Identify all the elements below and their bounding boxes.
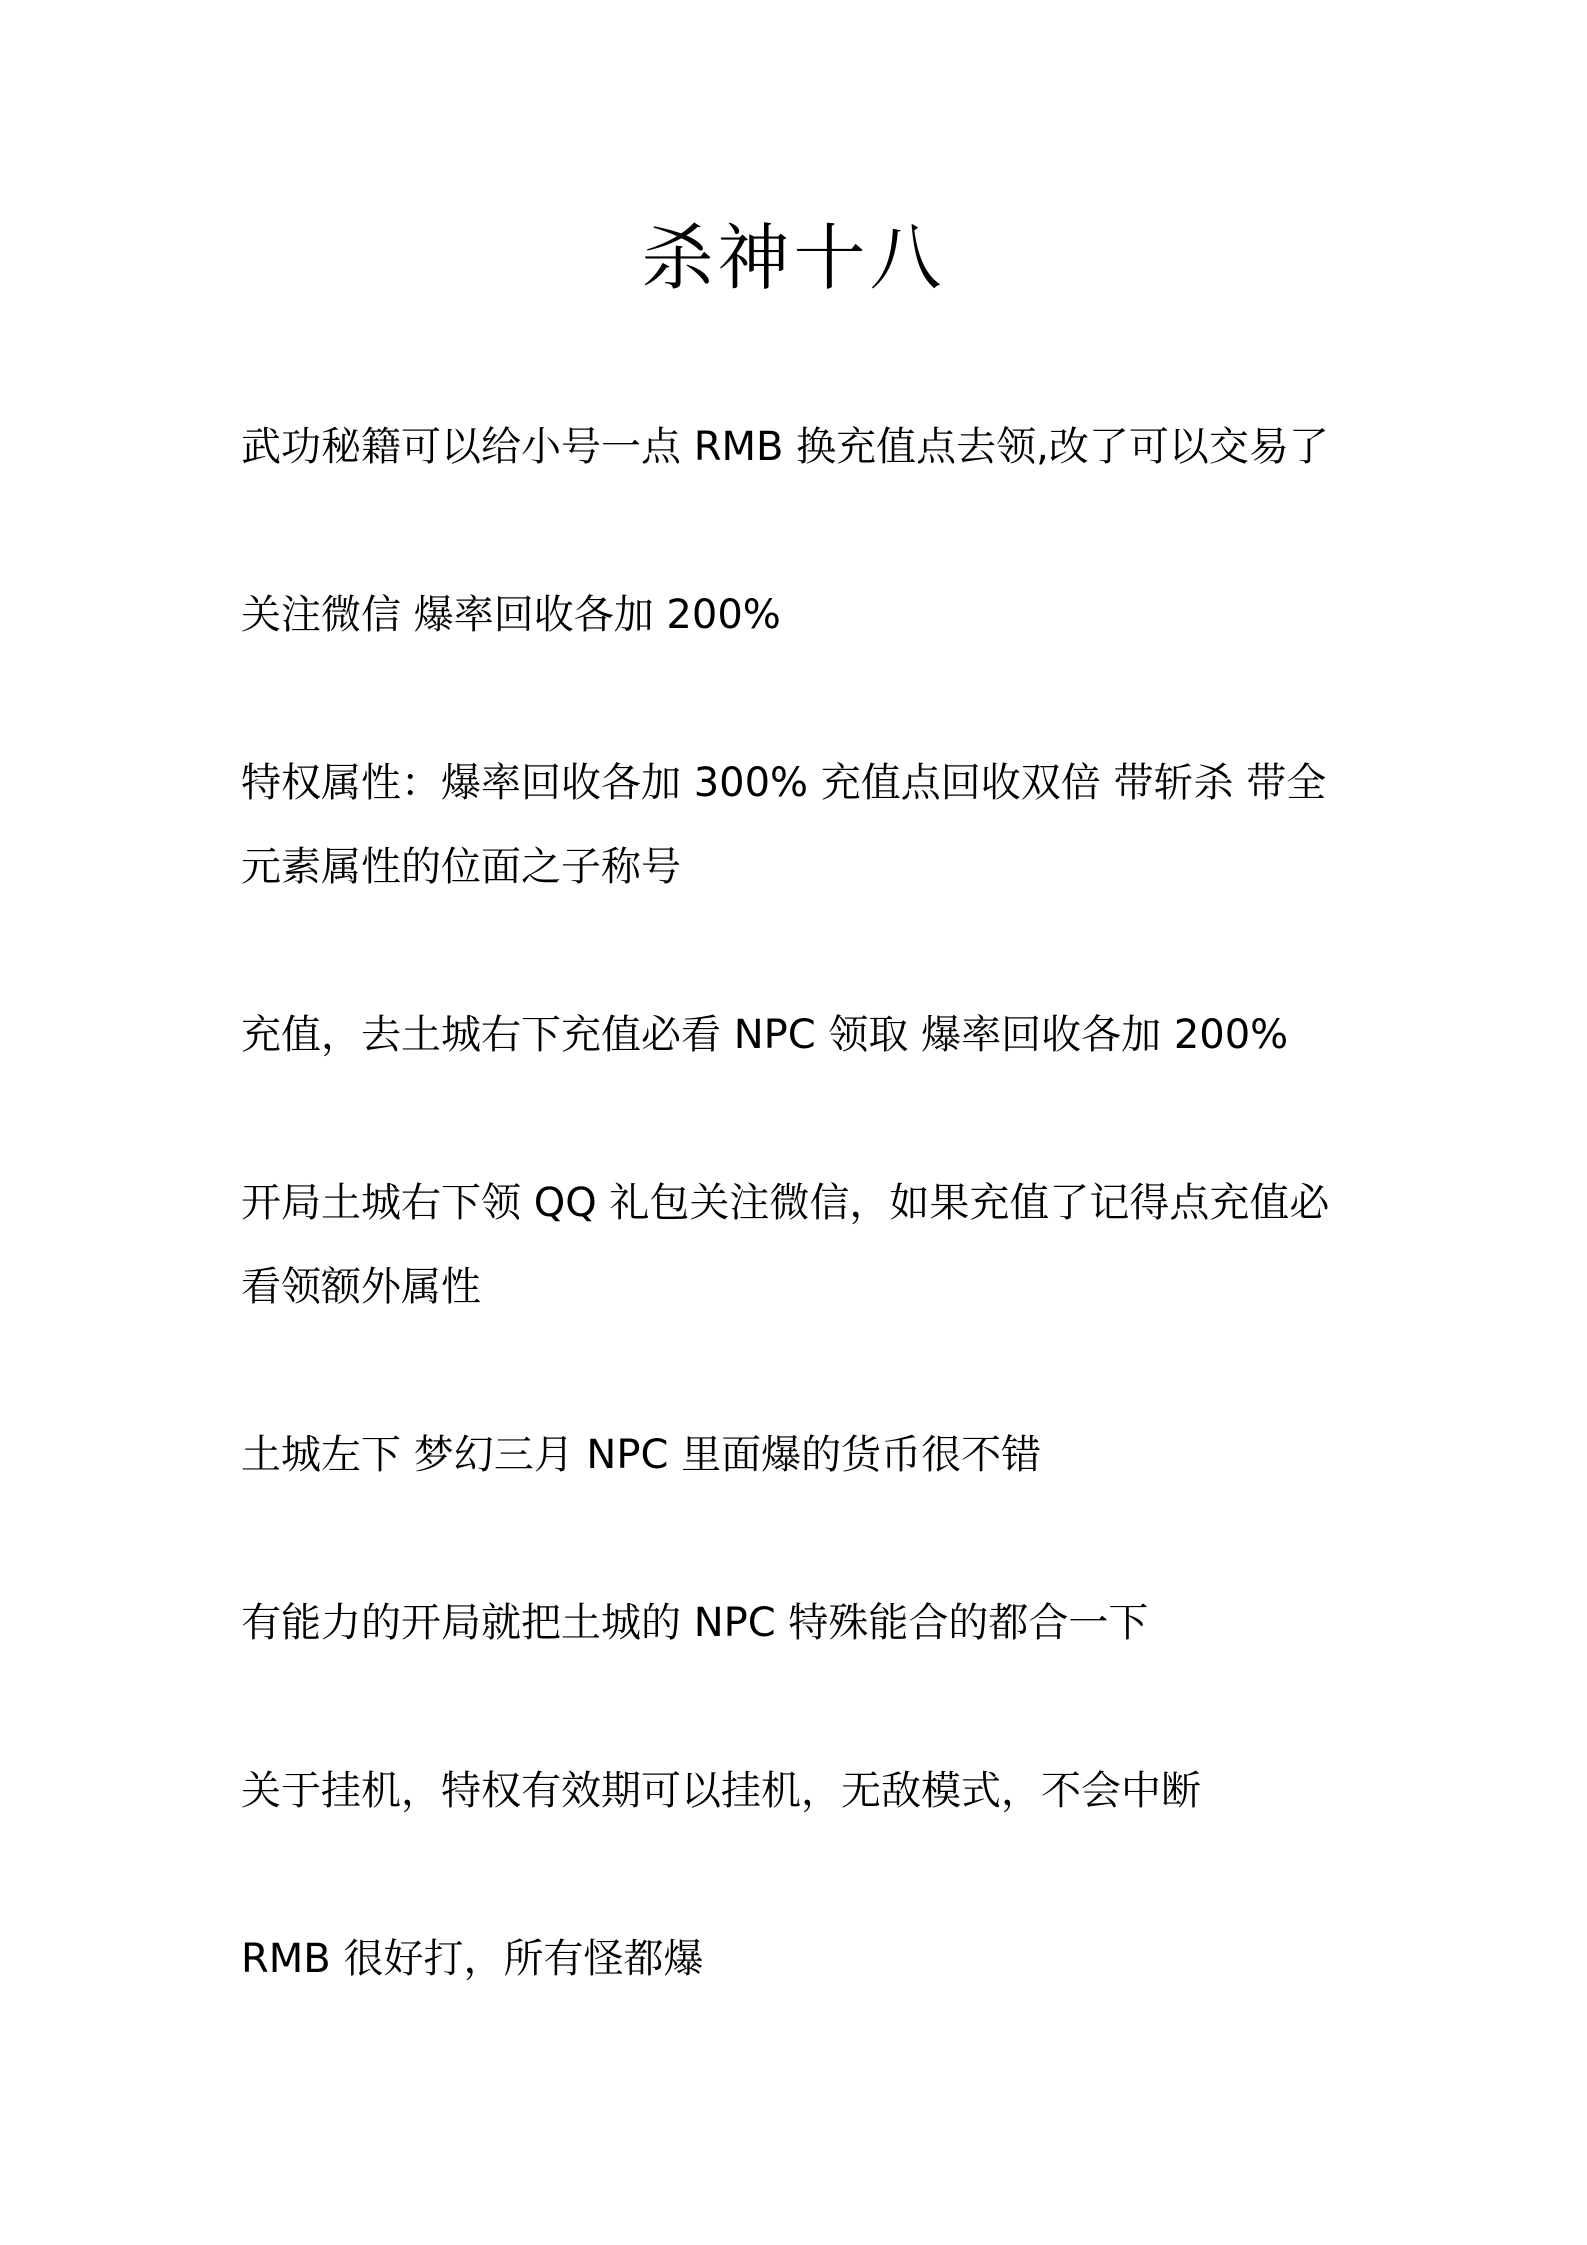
paragraph: 土城左下 梦幻三月 NPC 里面爆的货币很不错 <box>241 1432 1042 1478</box>
paragraph: 武功秘籍可以给小号一点 RMB 换充值点去领,改了可以交易了 <box>241 424 1329 470</box>
paragraph: 开局土城右下领 QQ 礼包关注微信，如果充值了记得点充值必看领额外属性 <box>241 1180 1330 1310</box>
paragraph: 关注微信 爆率回收各加 200% <box>241 592 781 638</box>
page-title: 杀神十八 <box>641 216 946 300</box>
paragraph: 关于挂机，特权有效期可以挂机，无敌模式，不会中断 <box>241 1768 1201 1814</box>
paragraph: RMB 很好打，所有怪都爆 <box>241 1936 704 1982</box>
paragraph: 特权属性：爆率回收各加 300% 充值点回收双倍 带斩杀 带全元素属性的位面之子称号 <box>241 760 1327 890</box>
paragraph: 有能力的开局就把土城的 NPC 特殊能合的都合一下 <box>241 1600 1149 1646</box>
paragraph: 充值，去土城右下充值必看 NPC 领取 爆率回收各加 200% <box>241 1012 1289 1058</box>
document-body <box>241 405 1356 2085</box>
